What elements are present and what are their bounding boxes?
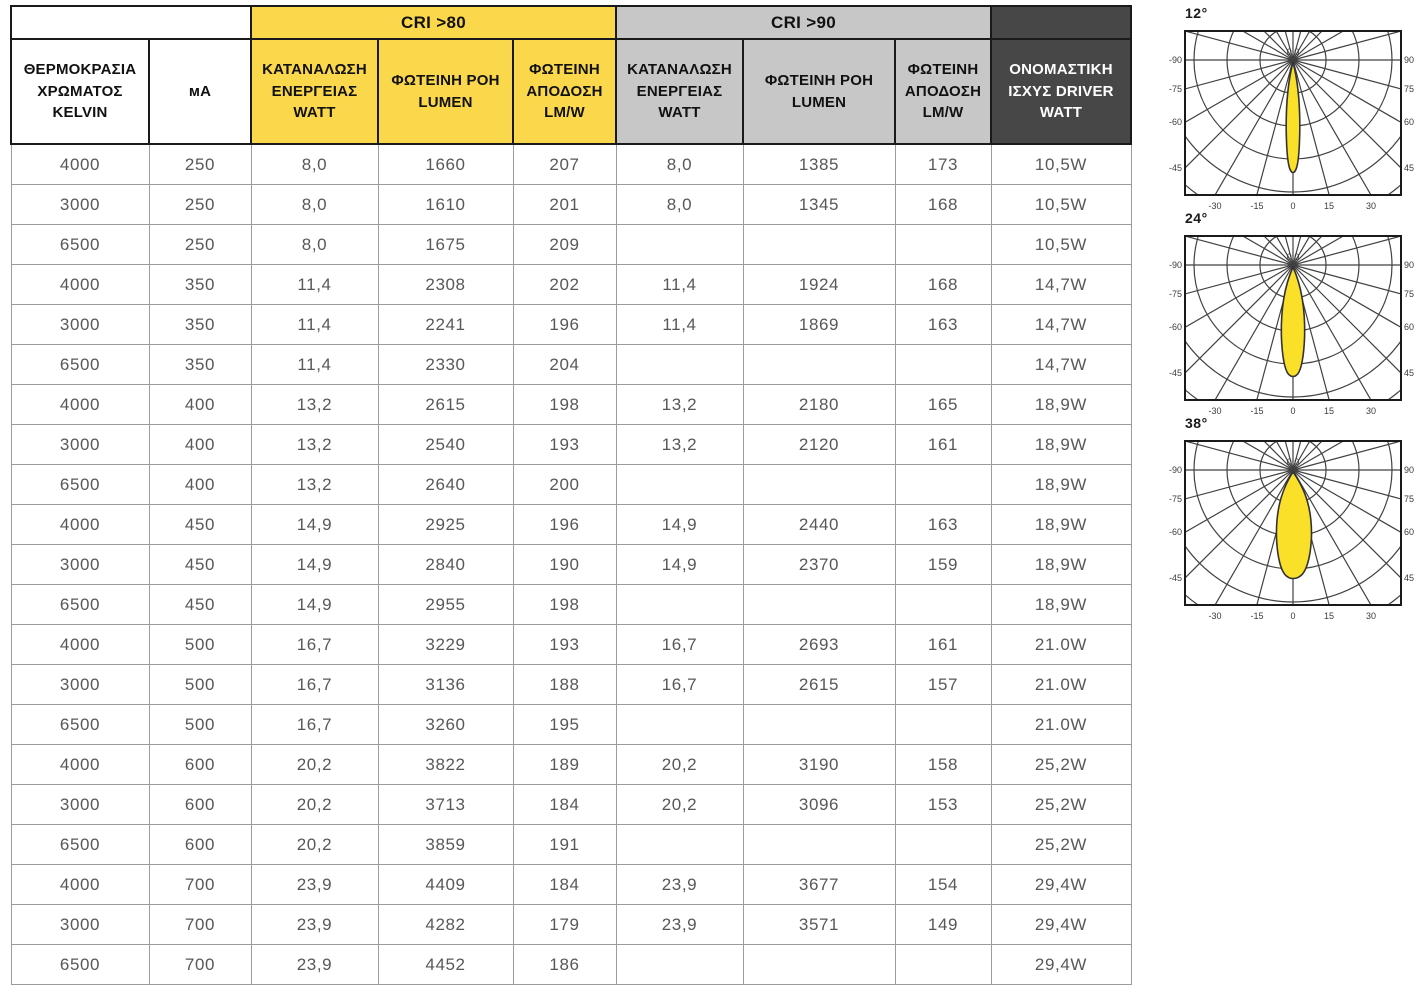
group-header-row: [11, 6, 1131, 39]
angle-label-right: 75: [1404, 494, 1415, 504]
table-cell: 6500: [11, 345, 149, 385]
table-cell: 198: [513, 385, 616, 425]
table-cell: 4000: [11, 265, 149, 305]
table-cell: 21.0W: [991, 705, 1131, 745]
table-cell: 2370: [743, 545, 895, 585]
table-cell: 4000: [11, 865, 149, 905]
header-driver-label: ΟΝΟΜΑΣΤΙΚΗ ΙΣΧΥΣ DRIVER: [1008, 60, 1114, 100]
table-cell: 1345: [743, 185, 895, 225]
table-cell: 18,9W: [991, 385, 1131, 425]
angle-label-left: -60: [1168, 527, 1182, 537]
table-cell: 700: [149, 905, 251, 945]
table-cell: 10,5W: [991, 144, 1131, 185]
table-cell: [616, 945, 743, 985]
table-cell: 202: [513, 265, 616, 305]
table-cell: 195: [513, 705, 616, 745]
angle-label-right: 60: [1404, 117, 1415, 127]
table-cell: 500: [149, 625, 251, 665]
table-cell: 1385: [743, 144, 895, 185]
table-cell: 2120: [743, 425, 895, 465]
header-cri90-lumen-unit: LUMEN: [791, 93, 847, 111]
center-value-label: 0.0: [1286, 47, 1300, 57]
table-cell: 21.0W: [991, 665, 1131, 705]
angle-label-bottom: 15: [1323, 201, 1335, 211]
angle-label-bottom: 15: [1323, 611, 1335, 621]
table-cell: 3136: [378, 665, 513, 705]
table-cell: 2540: [378, 425, 513, 465]
header-cri90-watt: [616, 39, 743, 144]
table-cell: 25,2W: [991, 745, 1131, 785]
angle-label-right: 90: [1404, 260, 1415, 270]
table-cell: [743, 825, 895, 865]
table-cell: 190: [513, 545, 616, 585]
polar-diagram-svg: [1163, 439, 1419, 631]
table-cell: [895, 945, 991, 985]
table-cell: 23,9: [616, 905, 743, 945]
angle-label-right: 45: [1404, 573, 1415, 583]
beam-lobe: [1281, 267, 1304, 377]
table-cell: 700: [149, 945, 251, 985]
table-cell: 2615: [378, 385, 513, 425]
table-cell: 3822: [378, 745, 513, 785]
header-cri90-watt-label: ΚΑΤΑΝΑΛΩΣΗ ΕΝΕΡΓΕΙΑΣ: [627, 60, 732, 100]
table-row: [11, 745, 1131, 785]
angle-label-bottom: 0: [1290, 611, 1296, 621]
group-header-cri90: CRI >90: [616, 6, 991, 39]
table-row: [11, 505, 1131, 545]
angle-label-right: 75: [1404, 84, 1415, 94]
table-cell: 188: [513, 665, 616, 705]
header-kelvin: [11, 39, 149, 144]
table-cell: 25,2W: [991, 825, 1131, 865]
table-cell: [895, 225, 991, 265]
table-cell: 3000: [11, 785, 149, 825]
table-cell: [895, 345, 991, 385]
table-cell: 2180: [743, 385, 895, 425]
table-cell: 13,2: [616, 385, 743, 425]
table-cell: 10,5W: [991, 225, 1131, 265]
table-cell: 207: [513, 144, 616, 185]
table-cell: [616, 465, 743, 505]
polar-diagram-svg: [1163, 234, 1419, 426]
table-cell: 6500: [11, 705, 149, 745]
angle-label-left: -60: [1168, 322, 1182, 332]
table-cell: 18,9W: [991, 505, 1131, 545]
table-row: [11, 705, 1131, 745]
table-cell: [895, 705, 991, 745]
table-cell: 14,7W: [991, 305, 1131, 345]
angle-label-bottom: -15: [1250, 611, 1264, 621]
table-cell: 2840: [378, 545, 513, 585]
table-row: [11, 905, 1131, 945]
table-cell: 16,7: [616, 625, 743, 665]
table-cell: 13,2: [616, 425, 743, 465]
table-row: [11, 785, 1131, 825]
table-cell: 2640: [378, 465, 513, 505]
table-cell: 2615: [743, 665, 895, 705]
table-cell: [895, 465, 991, 505]
table-cell: 3000: [11, 665, 149, 705]
table-row: [11, 425, 1131, 465]
table-cell: 700: [149, 865, 251, 905]
table-cell: 8,0: [251, 185, 378, 225]
table-cell: 4000: [11, 144, 149, 185]
table-cell: 6500: [11, 585, 149, 625]
table-cell: 23,9: [251, 945, 378, 985]
table-row: [11, 865, 1131, 905]
table-cell: 2440: [743, 505, 895, 545]
table-cell: 14,9: [616, 545, 743, 585]
chart-title: 24°: [1185, 210, 1208, 226]
table-cell: 3000: [11, 425, 149, 465]
table-cell: 11,4: [616, 265, 743, 305]
angle-label-right: 75: [1404, 289, 1415, 299]
table-cell: 20,2: [616, 745, 743, 785]
angle-label-left: -90: [1168, 465, 1182, 475]
table-cell: 2955: [378, 585, 513, 625]
table-cell: 204: [513, 345, 616, 385]
header-cri90-lmw-label: ΦΩΤΕΙΝΗ ΑΠΟΔΟΣΗ: [904, 60, 982, 100]
table-cell: 8,0: [251, 144, 378, 185]
table-cell: [895, 585, 991, 625]
table-cell: 1660: [378, 144, 513, 185]
table-cell: 186: [513, 945, 616, 985]
table-cell: 23,9: [251, 865, 378, 905]
table-row: [11, 665, 1131, 705]
table-cell: 4282: [378, 905, 513, 945]
angle-label-right: 60: [1404, 322, 1415, 332]
header-cri80-lmw: [513, 39, 616, 144]
table-cell: 16,7: [251, 705, 378, 745]
table-cell: [616, 825, 743, 865]
table-cell: 2925: [378, 505, 513, 545]
table-row: [11, 545, 1131, 585]
table-cell: 600: [149, 825, 251, 865]
table-cell: 4000: [11, 505, 149, 545]
table-cell: 8,0: [616, 185, 743, 225]
group-header-driver: [991, 6, 1131, 39]
photometric-chart-12: [1163, 1, 1419, 221]
angle-label-right: 90: [1404, 55, 1415, 65]
table-row: [11, 385, 1131, 425]
table-cell: 16,7: [251, 665, 378, 705]
header-cri90-lumen: [743, 39, 895, 144]
header-cri80-lumen: [378, 39, 513, 144]
angle-label-bottom: 30: [1365, 201, 1377, 211]
table-cell: 29,4W: [991, 865, 1131, 905]
table-cell: 11,4: [616, 305, 743, 345]
angle-label-right: 60: [1404, 527, 1415, 537]
table-cell: 161: [895, 625, 991, 665]
header-cri90-lmw: [895, 39, 991, 144]
table-cell: 14,9: [251, 545, 378, 585]
table-cell: 159: [895, 545, 991, 585]
table-cell: 4409: [378, 865, 513, 905]
table-row: [11, 185, 1131, 225]
table-cell: 400: [149, 425, 251, 465]
table-cell: 154: [895, 865, 991, 905]
table-cell: [895, 825, 991, 865]
table-cell: 3260: [378, 705, 513, 745]
table-cell: 23,9: [616, 865, 743, 905]
beam-lobe: [1276, 472, 1311, 579]
chart-title: 38°: [1185, 415, 1208, 431]
table-cell: 3000: [11, 185, 149, 225]
table-cell: 3000: [11, 905, 149, 945]
table-cell: 184: [513, 785, 616, 825]
table-cell: 600: [149, 745, 251, 785]
angle-label-bottom: -30: [1208, 201, 1222, 211]
table-cell: 13,2: [251, 425, 378, 465]
photometric-table: [10, 5, 1132, 985]
table-cell: 3571: [743, 905, 895, 945]
table-cell: 193: [513, 425, 616, 465]
table-cell: 25,2W: [991, 785, 1131, 825]
table-cell: 11,4: [251, 345, 378, 385]
table-cell: 165: [895, 385, 991, 425]
table-cell: 11,4: [251, 265, 378, 305]
table-row: [11, 345, 1131, 385]
table-row: [11, 144, 1131, 185]
header-ma: [149, 39, 251, 144]
angle-label-bottom: 0: [1290, 201, 1296, 211]
table-cell: 6500: [11, 225, 149, 265]
table-cell: 450: [149, 545, 251, 585]
table-cell: 450: [149, 585, 251, 625]
header-cri80-watt-label: ΚΑΤΑΝΑΛΩΣΗ ΕΝΕΡΓΕΙΑΣ: [262, 60, 367, 100]
table-cell: 8,0: [616, 144, 743, 185]
angle-label-bottom: 0: [1290, 406, 1296, 416]
table-cell: 3000: [11, 545, 149, 585]
table-cell: [743, 225, 895, 265]
table-cell: [616, 585, 743, 625]
table-cell: 16,7: [616, 665, 743, 705]
table-cell: 13,2: [251, 465, 378, 505]
angle-label-bottom: -15: [1250, 201, 1264, 211]
table-cell: 193: [513, 625, 616, 665]
table-cell: 250: [149, 144, 251, 185]
table-cell: 198: [513, 585, 616, 625]
table-row: [11, 625, 1131, 665]
table-cell: 16,7: [251, 625, 378, 665]
header-cri90-watt-unit: WATT: [658, 104, 701, 122]
table-cell: 18,9W: [991, 425, 1131, 465]
table-cell: 23,9: [251, 905, 378, 945]
table-cell: 500: [149, 665, 251, 705]
header-cri80-lmw-unit: LM/W: [544, 104, 585, 122]
table-cell: 209: [513, 225, 616, 265]
table-cell: 21.0W: [991, 625, 1131, 665]
table-cell: 6500: [11, 465, 149, 505]
table-cell: 158: [895, 745, 991, 785]
header-driver: [991, 39, 1131, 144]
angle-label-left: -45: [1168, 573, 1182, 583]
table-cell: 196: [513, 505, 616, 545]
angle-label-bottom: -30: [1208, 406, 1222, 416]
table-cell: [616, 345, 743, 385]
table-cell: 350: [149, 345, 251, 385]
angle-label-bottom: 30: [1365, 611, 1377, 621]
polar-diagram-svg: [1163, 29, 1419, 221]
table-row: [11, 945, 1131, 985]
table-cell: 1869: [743, 305, 895, 345]
table-cell: 18,9W: [991, 545, 1131, 585]
table-cell: [743, 585, 895, 625]
table-cell: 2308: [378, 265, 513, 305]
angle-label-left: -45: [1168, 368, 1182, 378]
center-value-label: 0.0: [1286, 457, 1300, 467]
table-row: [11, 585, 1131, 625]
table-cell: 173: [895, 144, 991, 185]
table-cell: 3677: [743, 865, 895, 905]
table-row: [11, 825, 1131, 865]
table-row: [11, 265, 1131, 305]
angle-label-right: 45: [1404, 368, 1415, 378]
angle-label-bottom: -15: [1250, 406, 1264, 416]
table-cell: 3229: [378, 625, 513, 665]
header-driver-unit: WATT: [1039, 104, 1083, 122]
table-cell: 191: [513, 825, 616, 865]
table-cell: 201: [513, 185, 616, 225]
header-cri80-watt: [251, 39, 378, 144]
table-cell: 196: [513, 305, 616, 345]
table-cell: 4000: [11, 625, 149, 665]
angle-label-bottom: 15: [1323, 406, 1335, 416]
angle-label-left: -45: [1168, 163, 1182, 173]
angle-label-left: -60: [1168, 117, 1182, 127]
table-cell: 3000: [11, 305, 149, 345]
header-kelvin-label: ΘΕΡΜΟΚΡΑΣΙΑ ΧΡΩΜΑΤΟΣ: [23, 60, 137, 100]
table-cell: [743, 945, 895, 985]
table-cell: 8,0: [251, 225, 378, 265]
table-cell: 157: [895, 665, 991, 705]
table-cell: 3096: [743, 785, 895, 825]
table-cell: 400: [149, 465, 251, 505]
table-cell: 3859: [378, 825, 513, 865]
header-cri90-lumen-label: ΦΩΤΕΙΝΗ ΡΟΗ: [764, 71, 874, 89]
header-kelvin-unit: KELVIN: [52, 104, 108, 122]
table-cell: 4452: [378, 945, 513, 985]
table-cell: 14,9: [616, 505, 743, 545]
table-cell: 400: [149, 385, 251, 425]
header-ma-label: мА: [188, 82, 212, 100]
table-row: [11, 305, 1131, 345]
table-cell: 10,5W: [991, 185, 1131, 225]
table-cell: 161: [895, 425, 991, 465]
table-cell: 3713: [378, 785, 513, 825]
angle-label-bottom: 30: [1365, 406, 1377, 416]
photometric-chart-24: [1163, 206, 1419, 426]
table-cell: [743, 465, 895, 505]
chart-title: 12°: [1185, 5, 1208, 21]
table-cell: [743, 705, 895, 745]
table-cell: 2241: [378, 305, 513, 345]
table-cell: 163: [895, 305, 991, 345]
table-cell: 200: [513, 465, 616, 505]
angle-label-right: 45: [1404, 163, 1415, 173]
table-body: [11, 144, 1131, 985]
table-cell: 168: [895, 185, 991, 225]
table-cell: 6500: [11, 945, 149, 985]
angle-label-right: 90: [1404, 465, 1415, 475]
table-cell: 14,7W: [991, 345, 1131, 385]
angle-label-left: -90: [1168, 55, 1182, 65]
table-cell: 2693: [743, 625, 895, 665]
table-row: [11, 225, 1131, 265]
table-cell: 20,2: [251, 745, 378, 785]
table-cell: 18,9W: [991, 585, 1131, 625]
table-cell: 350: [149, 265, 251, 305]
table-cell: 1675: [378, 225, 513, 265]
table-cell: 4000: [11, 385, 149, 425]
angle-label-left: -90: [1168, 260, 1182, 270]
table-cell: 250: [149, 185, 251, 225]
table-cell: [743, 345, 895, 385]
angle-label-bottom: -30: [1208, 611, 1222, 621]
header-cri80-lumen-unit: LUMEN: [418, 93, 473, 111]
column-header-row: [11, 39, 1131, 144]
table-cell: 20,2: [251, 825, 378, 865]
angle-label-left: -75: [1168, 84, 1182, 94]
table-cell: 4000: [11, 745, 149, 785]
header-cri80-watt-unit: WATT: [293, 104, 336, 122]
table-cell: 450: [149, 505, 251, 545]
table-cell: 168: [895, 265, 991, 305]
table-cell: 3190: [743, 745, 895, 785]
group-header-cri80: CRI >80: [251, 6, 616, 39]
table-cell: 20,2: [251, 785, 378, 825]
table-cell: 14,9: [251, 505, 378, 545]
table-cell: 153: [895, 785, 991, 825]
header-cri90-lmw-unit: LM/W: [922, 104, 964, 122]
table-cell: 18,9W: [991, 465, 1131, 505]
table-cell: 2330: [378, 345, 513, 385]
table-cell: 1610: [378, 185, 513, 225]
table-cell: 600: [149, 785, 251, 825]
angle-label-left: -75: [1168, 289, 1182, 299]
table-cell: 20,2: [616, 785, 743, 825]
table-cell: 189: [513, 745, 616, 785]
table-row: [11, 465, 1131, 505]
table-cell: 29,4W: [991, 905, 1131, 945]
table-cell: 13,2: [251, 385, 378, 425]
photometric-chart-38: [1163, 411, 1419, 631]
table-cell: 149: [895, 905, 991, 945]
table-cell: 11,4: [251, 305, 378, 345]
center-value-label: 0.0: [1286, 252, 1300, 262]
corner-cell: [11, 6, 251, 39]
table-cell: 14,9: [251, 585, 378, 625]
table-cell: 184: [513, 865, 616, 905]
table-cell: 14,7W: [991, 265, 1131, 305]
table-cell: 179: [513, 905, 616, 945]
table-cell: 350: [149, 305, 251, 345]
table-cell: [616, 705, 743, 745]
table-cell: [616, 225, 743, 265]
table-cell: 500: [149, 705, 251, 745]
table-cell: 1924: [743, 265, 895, 305]
table-cell: 250: [149, 225, 251, 265]
header-cri80-lmw-label: ΦΩΤΕΙΝΗ ΑΠΟΔΟΣΗ: [526, 60, 603, 100]
table-cell: 163: [895, 505, 991, 545]
table-cell: 29,4W: [991, 945, 1131, 985]
header-cri80-lumen-label: ΦΩΤΕΙΝΗ ΡΟΗ: [391, 71, 500, 89]
angle-label-left: -75: [1168, 494, 1182, 504]
table-cell: 6500: [11, 825, 149, 865]
